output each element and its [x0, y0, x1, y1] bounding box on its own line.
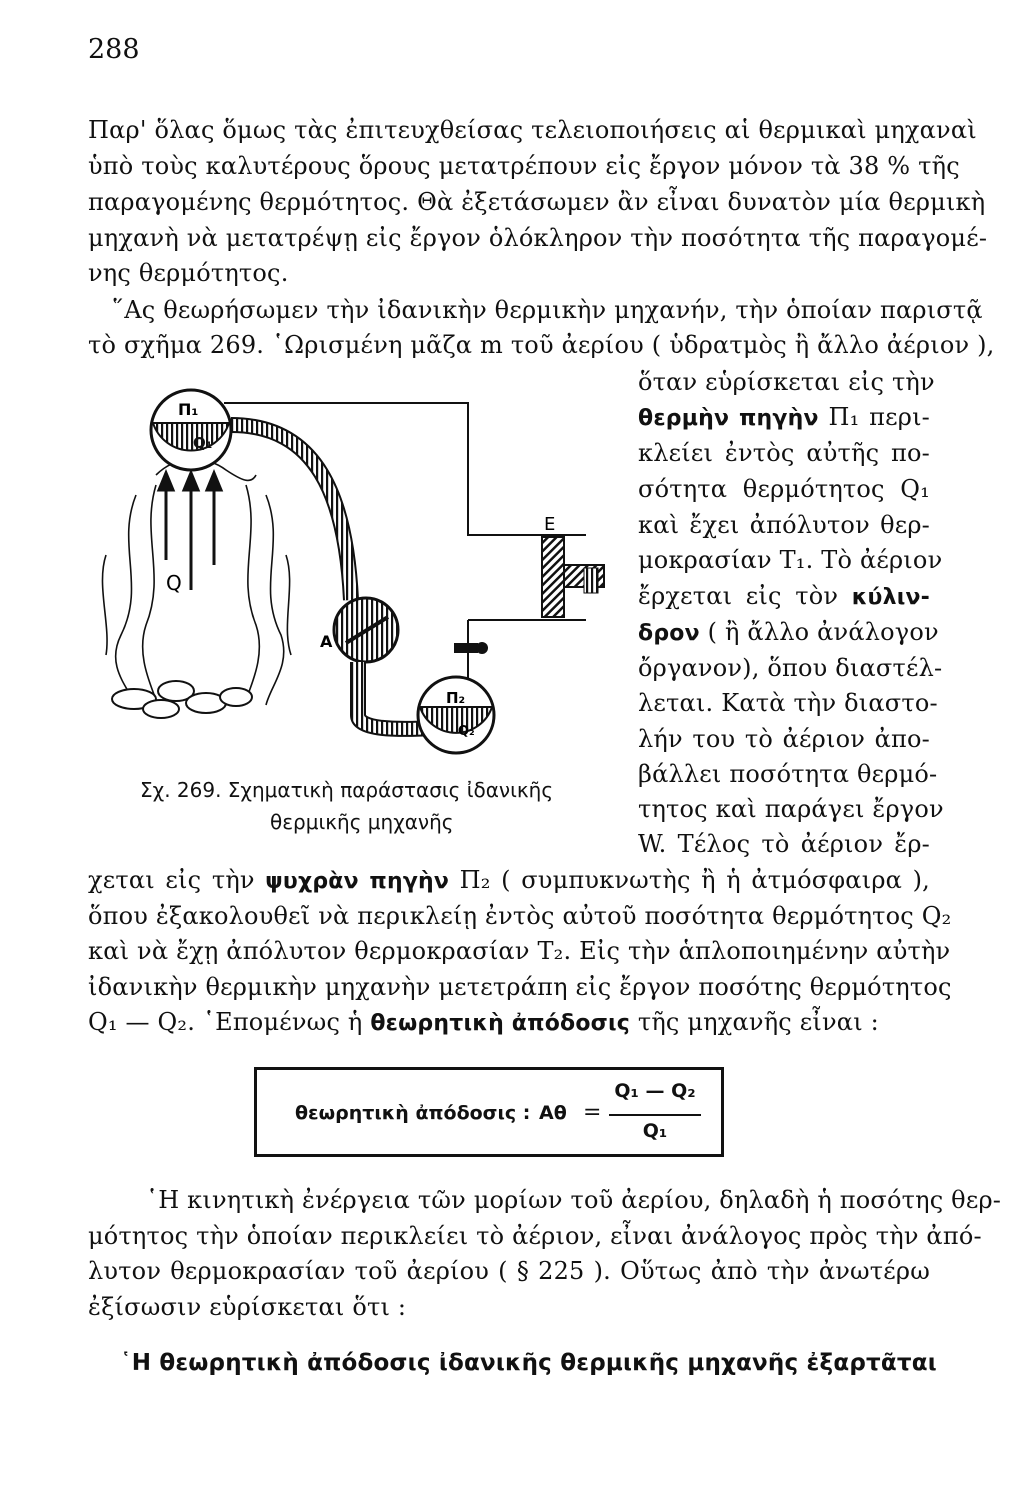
text-line: καὶ νὰ ἔχῃ ἀπόλυτον θερμοκρασίαν T₂. Εἰς τὴν ἁπλοποιημένην αὐτὴν: [88, 937, 951, 965]
text-line: λυτον θερμοκρασίαν τοῦ ἀερίου ( § 225 ). Οὕτως ἀπὸ τὴν ἀνωτέρω: [88, 1257, 930, 1285]
flames: [102, 459, 291, 705]
text-line: καὶ ἔχει ἀπόλυτον θερ-: [638, 511, 930, 539]
text-line: θερμὴν πηγὴν Π₁ περι-: [638, 403, 930, 431]
text-line: χεται εἰς τὴν ψυχρὰν πηγὴν Π₂ ( συμπυκνωτὴς ἢ ἡ ἀτμόσφαιρα ),: [88, 866, 930, 894]
text-line: Παρ' ὅλας ὅμως τὰς ἐπιτευχθείσας τελειοποιήσεις αἱ θερμικαὶ μηχαναὶ: [88, 116, 977, 144]
text-line: παραγομένης θερμότητος. Θὰ ἐξετάσωμεν ἂν εἶναι δυνατὸν μία θερμικὴ: [88, 188, 986, 216]
label-pi2: Π₂: [446, 689, 466, 707]
text-line: ἐξίσωσιν εὑρίσκεται ὅτι :: [88, 1293, 407, 1321]
bold-term: ψυχρὰν πηγὴν: [265, 869, 450, 894]
text-line: δρον ( ἢ ἄλλο ἀνάλογον: [638, 618, 939, 646]
label-q1: Q₁: [193, 434, 213, 452]
bold-term: θεωρητικὴ ἀπόδοσις: [370, 1011, 631, 1036]
label-q: Q: [166, 571, 182, 595]
text-line: ὅταν εὑρίσκεται εἰς τὴν: [638, 368, 935, 396]
text-line: μότητος τὴν ὁποίαν περικλείει τὸ ἀέριον, εἶναι ἀνάλογος πρὸς τὴν ἀπό-: [88, 1222, 982, 1250]
text-line: W. Τέλος τὸ ἀέριον ἔρ-: [638, 830, 930, 858]
text-line: κλείει ἐντὸς αὐτῆς πο-: [638, 439, 930, 467]
text-line: τὸ σχῆμα 269. ῾Ωρισμένη μᾶζα m τοῦ ἀερίου ( ὑδρατμὸς ἢ ἄλλο ἀέριον ),: [88, 331, 995, 359]
formula-label: θεωρητικὴ ἀπόδοσις :: [295, 1102, 531, 1124]
text-line: Q₁ — Q₂. ῾Επομένως ἡ θεωρητικὴ ἀπόδοσις τῆς μηχανῆς εἶναι :: [88, 1008, 879, 1036]
heat-engine-diagram: [96, 385, 626, 780]
label-a: A: [320, 632, 333, 651]
page-number: 288: [88, 34, 140, 65]
label-e: E: [544, 514, 556, 535]
label-pi1: Π₁: [178, 400, 199, 419]
formula-equals: =: [583, 1100, 602, 1125]
bold-term: θερμὴν πηγὴν: [638, 406, 819, 431]
text-line: ἔρχεται εἰς τὸν κύλιν-: [638, 582, 930, 610]
efficiency-formula-box: [254, 1067, 724, 1157]
text-line: μοκρασίαν T₁. Τὸ ἀέριον: [638, 546, 943, 574]
coals: [112, 681, 252, 718]
fraction-bar: [609, 1114, 701, 1116]
bold-statement: ῾Η θεωρητικὴ ἀπόδοσις ἰδανικῆς θερμικῆς μηχανῆς ἐξαρτᾶται: [120, 1350, 937, 1376]
bold-term: κύλιν-: [851, 585, 930, 610]
text-line: νης θερμότητος.: [88, 259, 289, 287]
figure-caption: Σχ. 269. Σχηματικὴ παράστασις ἰδανικῆς: [140, 778, 554, 802]
text-line: μηχανὴ νὰ μετατρέψῃ εἰς ἔργον ὁλόκληρον τὴν ποσότητα τῆς παραγομέ-: [88, 224, 988, 252]
formula-denominator: Q₁: [642, 1120, 668, 1142]
text-line: τητος καὶ παράγει ἔργον: [638, 795, 944, 823]
text-line: ἰδανικὴν θερμικὴν μηχανὴν μετετράπη εἰς ἔργον ποσότης θερμότητος: [88, 973, 952, 1001]
formula-numerator: Q₁ — Q₂: [614, 1080, 696, 1102]
text-line: ῾Η κινητικὴ ἐνέργεια τῶν μορίων τοῦ ἀερίου, δηλαδὴ ἡ ποσότης θερ-: [146, 1186, 1002, 1214]
figure-caption: θερμικῆς μηχανῆς: [270, 810, 454, 834]
text-line: ὑπὸ τοὺς καλυτέρους ὅρους μετατρέπουν εἰς ἔργον μόνον τὰ 38 % τῆς: [88, 152, 960, 180]
text-line: ὄργανον), ὅπου διαστέλ-: [638, 654, 943, 682]
text-line: βάλλει ποσότητα θερμό-: [638, 760, 938, 788]
text-line: σότητα θερμότητος Q₁: [638, 475, 930, 503]
bold-term: δρον: [638, 621, 700, 646]
text-line: λήν του τὸ ἀέριον ἀπο-: [638, 725, 930, 753]
label-q2: Q₂: [458, 724, 475, 739]
text-line: ὅπου ἐξακολουθεῖ νὰ περικλείῃ ἐντὸς αὐτοῦ ποσότητα θερμότητος Q₂: [88, 902, 952, 930]
formula-lhs: Aθ: [539, 1102, 567, 1124]
text-line: λεται. Κατὰ τὴν διαστο-: [638, 689, 938, 717]
text-line: ῞Ας θεωρήσωμεν τὴν ἰδανικὴν θερμικὴν μηχανήν, τὴν ὁποίαν παριστᾷ: [112, 296, 983, 324]
